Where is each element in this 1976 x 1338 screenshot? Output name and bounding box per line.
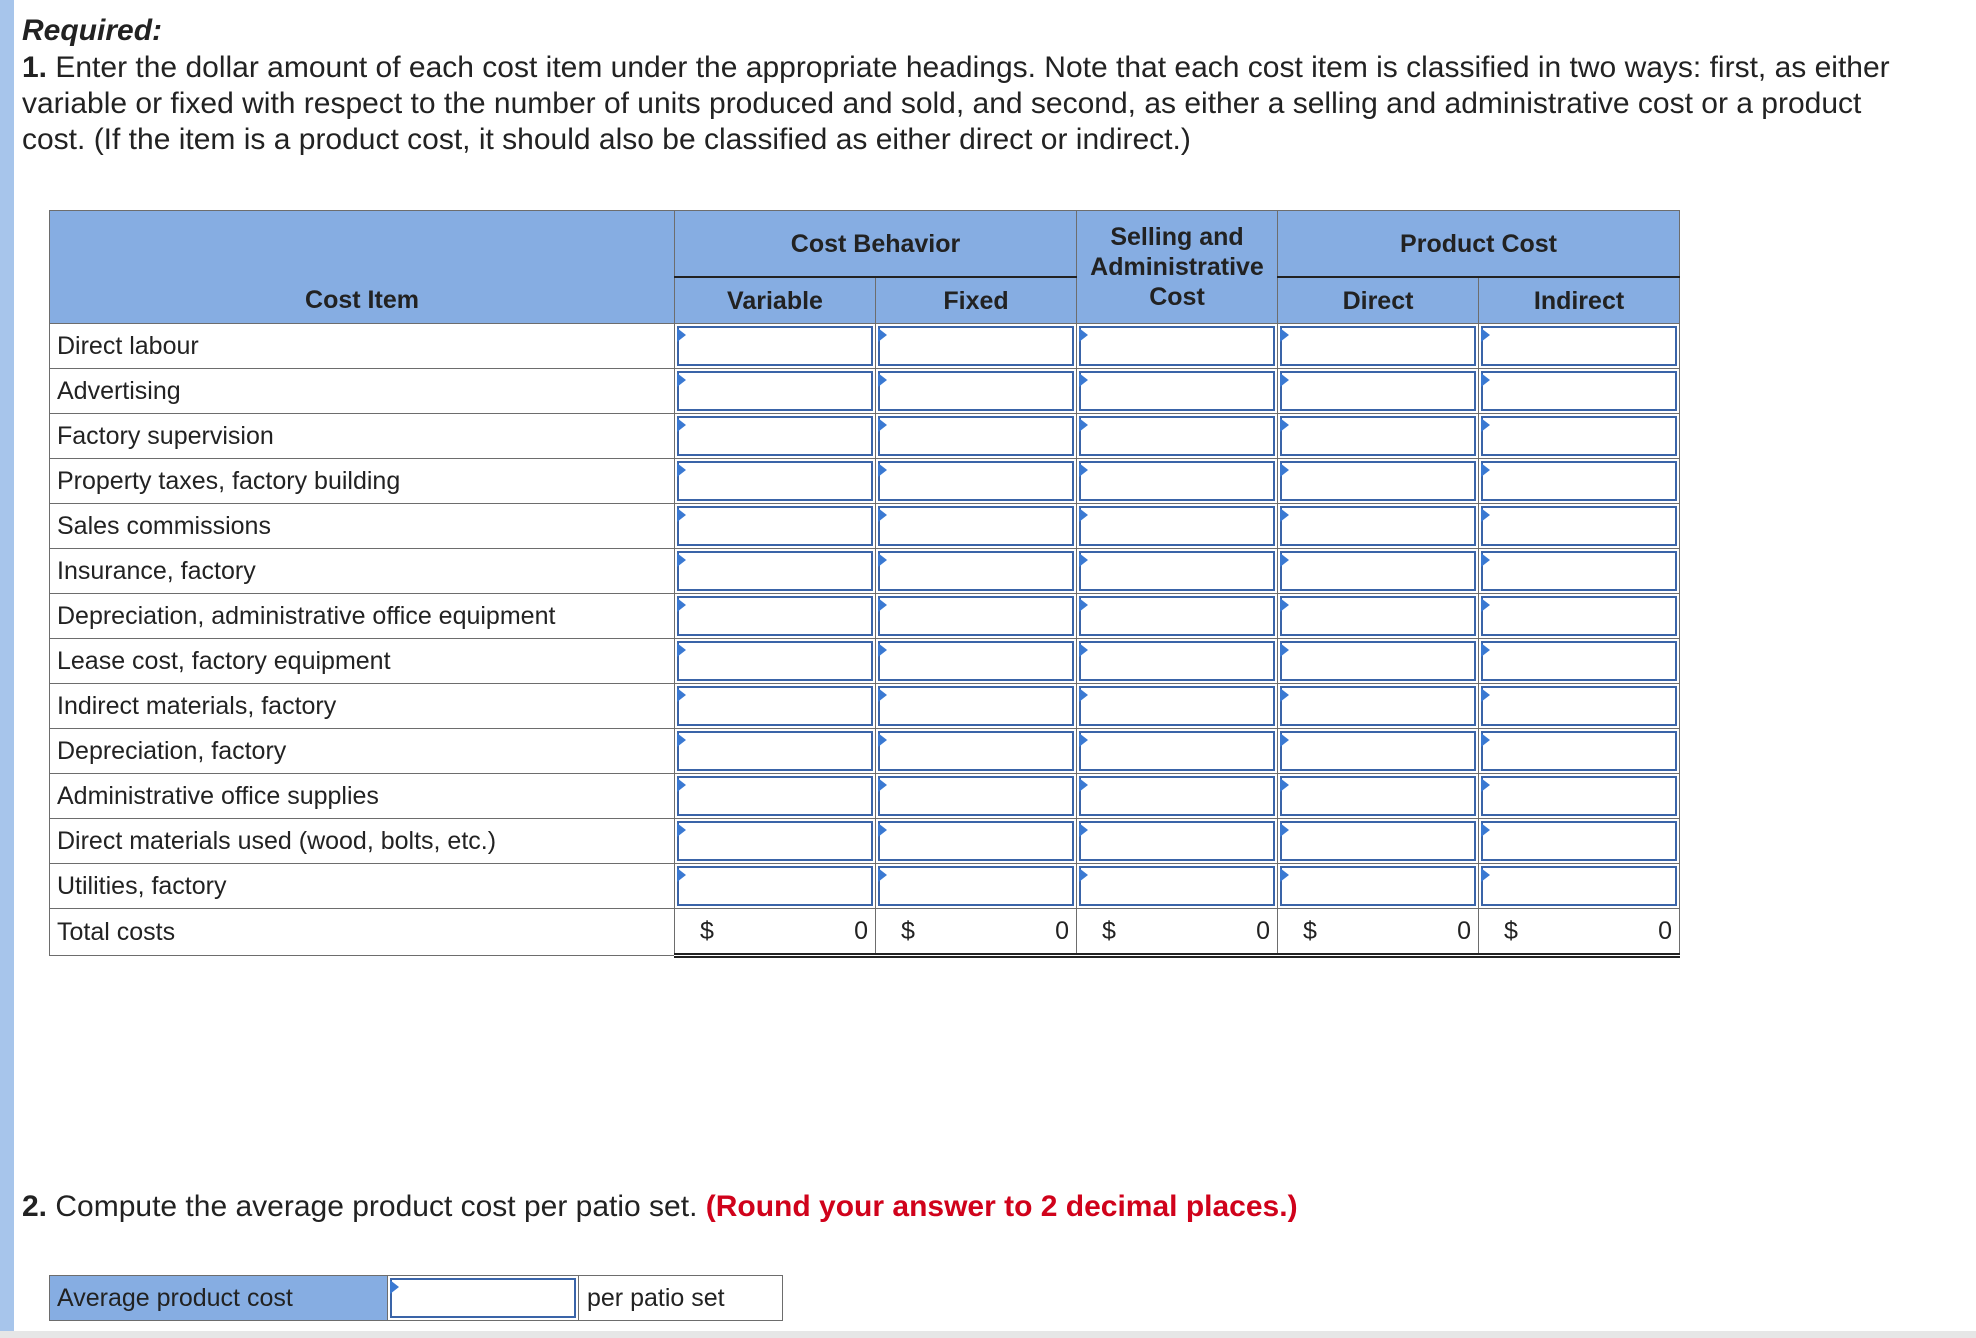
table-row: [50, 459, 1680, 504]
header-cost-behavior: Cost Behavior: [675, 211, 1077, 278]
selling-admin-input[interactable]: [1079, 821, 1275, 861]
selling-admin-input[interactable]: [1079, 731, 1275, 771]
input-flag-icon: [1481, 733, 1490, 747]
fixed-cell: [876, 414, 1077, 459]
direct-input[interactable]: [1280, 461, 1476, 501]
variable-input[interactable]: [677, 326, 873, 366]
input-flag-icon: [1280, 823, 1289, 837]
cost-item-label: Utilities, factory: [50, 864, 675, 909]
variable-cell: [675, 819, 876, 864]
input-flag-icon: [1079, 688, 1088, 702]
table-row: [50, 729, 1680, 774]
table-row: [50, 504, 1680, 549]
indirect-input[interactable]: [1481, 641, 1677, 681]
input-flag-icon: [1079, 868, 1088, 882]
input-flag-icon: [1280, 373, 1289, 387]
indirect-cell: [1479, 549, 1680, 594]
input-flag-icon: [677, 688, 686, 702]
total-direct: [1278, 909, 1479, 956]
selling-admin-cell: [1077, 369, 1278, 414]
input-flag-icon: [1481, 328, 1490, 342]
total-direct-value: 0: [1457, 917, 1472, 945]
input-flag-icon: [878, 688, 887, 702]
total-label: Total costs: [50, 909, 675, 956]
input-flag-icon: [1280, 553, 1289, 567]
bottom-divider: [0, 1331, 1976, 1338]
direct-cell: [1278, 369, 1479, 414]
direct-input[interactable]: [1280, 551, 1476, 591]
part2-number: 2.: [22, 1190, 48, 1223]
total-selling-admin-currency: $: [1102, 917, 1116, 945]
variable-cell: [675, 684, 876, 729]
input-flag-icon: [1481, 553, 1490, 567]
indirect-cell: [1479, 684, 1680, 729]
input-flag-icon: [1481, 778, 1490, 792]
fixed-input[interactable]: [878, 731, 1074, 771]
input-flag-icon: [1280, 778, 1289, 792]
indirect-input[interactable]: [1481, 686, 1677, 726]
input-flag-icon: [1079, 553, 1088, 567]
variable-input[interactable]: [677, 866, 873, 906]
variable-cell: [675, 504, 876, 549]
fixed-cell: [876, 504, 1077, 549]
input-flag-icon: [677, 328, 686, 342]
indirect-cell: [1479, 864, 1680, 909]
cost-item-label: Factory supervision: [50, 414, 675, 459]
indirect-input[interactable]: [1481, 551, 1677, 591]
selling-admin-cell: [1077, 864, 1278, 909]
fixed-cell: [876, 369, 1077, 414]
header-direct: Direct: [1278, 277, 1479, 324]
table-row: [50, 864, 1680, 909]
variable-input[interactable]: [677, 731, 873, 771]
table-row: [50, 639, 1680, 684]
direct-input[interactable]: [1280, 686, 1476, 726]
required-heading: Required:: [22, 14, 163, 47]
fixed-input[interactable]: [878, 371, 1074, 411]
direct-cell: [1278, 864, 1479, 909]
input-flag-icon: [1280, 508, 1289, 522]
variable-input[interactable]: [677, 371, 873, 411]
input-flag-icon: [677, 373, 686, 387]
variable-cell: [675, 594, 876, 639]
table-row: [50, 594, 1680, 639]
direct-cell: [1278, 819, 1479, 864]
direct-input[interactable]: [1280, 326, 1476, 366]
indirect-cell: [1479, 774, 1680, 819]
direct-input[interactable]: [1280, 416, 1476, 456]
header-cost-item: Cost Item: [50, 277, 675, 324]
input-flag-icon: [677, 598, 686, 612]
selling-admin-input[interactable]: [1079, 551, 1275, 591]
direct-input[interactable]: [1280, 641, 1476, 681]
input-flag-icon: [1079, 463, 1088, 477]
input-flag-icon: [1481, 373, 1490, 387]
total-selling-admin: [1077, 909, 1278, 956]
per-patio-set-label: per patio set: [579, 1276, 783, 1321]
fixed-input[interactable]: [878, 506, 1074, 546]
variable-input[interactable]: [677, 506, 873, 546]
total-fixed: [876, 909, 1077, 956]
indirect-cell: [1479, 504, 1680, 549]
direct-input[interactable]: [1280, 506, 1476, 546]
fixed-cell: [876, 549, 1077, 594]
variable-cell: [675, 729, 876, 774]
input-flag-icon: [677, 508, 686, 522]
input-flag-icon: [1079, 643, 1088, 657]
indirect-cell: [1479, 324, 1680, 369]
average-product-cost-input[interactable]: [390, 1278, 576, 1318]
selling-admin-input[interactable]: [1079, 326, 1275, 366]
input-flag-icon: [878, 778, 887, 792]
selling-admin-cell: [1077, 594, 1278, 639]
input-flag-icon: [1481, 463, 1490, 477]
fixed-cell: [876, 819, 1077, 864]
selling-admin-cell: [1077, 819, 1278, 864]
indirect-input[interactable]: [1481, 371, 1677, 411]
cost-item-label: Lease cost, factory equipment: [50, 639, 675, 684]
cost-item-label: Direct materials used (wood, bolts, etc.): [50, 819, 675, 864]
left-accent-rail: [0, 0, 14, 1338]
header-variable: Variable: [675, 277, 876, 324]
selling-admin-input[interactable]: [1079, 461, 1275, 501]
indirect-input[interactable]: [1481, 506, 1677, 546]
input-flag-icon: [1280, 688, 1289, 702]
cost-item-label: Property taxes, factory building: [50, 459, 675, 504]
input-flag-icon: [390, 1280, 399, 1294]
direct-cell: [1278, 594, 1479, 639]
indirect-cell: [1479, 414, 1680, 459]
selling-admin-input[interactable]: [1079, 866, 1275, 906]
input-flag-icon: [878, 643, 887, 657]
fixed-cell: [876, 684, 1077, 729]
variable-input[interactable]: [677, 821, 873, 861]
indirect-input[interactable]: [1481, 821, 1677, 861]
variable-input[interactable]: [677, 686, 873, 726]
direct-cell: [1278, 729, 1479, 774]
indirect-input[interactable]: [1481, 326, 1677, 366]
input-flag-icon: [677, 553, 686, 567]
fixed-cell: [876, 864, 1077, 909]
header-selling-admin: Selling and Administrative Cost: [1077, 211, 1278, 324]
input-flag-icon: [677, 463, 686, 477]
cost-item-label: Indirect materials, factory: [50, 684, 675, 729]
selling-admin-input[interactable]: [1079, 416, 1275, 456]
direct-input[interactable]: [1280, 371, 1476, 411]
variable-input[interactable]: [677, 551, 873, 591]
input-flag-icon: [1481, 643, 1490, 657]
input-flag-icon: [1280, 418, 1289, 432]
fixed-input[interactable]: [878, 641, 1074, 681]
indirect-cell: [1479, 729, 1680, 774]
table-row: [50, 324, 1680, 369]
fixed-input[interactable]: [878, 776, 1074, 816]
header-indirect: Indirect: [1479, 277, 1680, 324]
input-flag-icon: [1079, 823, 1088, 837]
input-flag-icon: [1079, 373, 1088, 387]
input-flag-icon: [1481, 823, 1490, 837]
indirect-input[interactable]: [1481, 461, 1677, 501]
input-flag-icon: [878, 598, 887, 612]
cost-table-body: [50, 324, 1680, 956]
input-flag-icon: [1280, 643, 1289, 657]
fixed-input[interactable]: [878, 596, 1074, 636]
input-flag-icon: [878, 553, 887, 567]
selling-admin-cell: [1077, 639, 1278, 684]
selling-admin-input[interactable]: [1079, 641, 1275, 681]
part2-text: Compute the average product cost per patio set.: [47, 1190, 706, 1223]
input-flag-icon: [1079, 508, 1088, 522]
header-fixed: Fixed: [876, 277, 1077, 324]
input-flag-icon: [878, 733, 887, 747]
total-fixed-value: 0: [1055, 917, 1070, 945]
input-flag-icon: [1481, 868, 1490, 882]
total-indirect: [1479, 909, 1680, 956]
input-flag-icon: [1280, 328, 1289, 342]
input-flag-icon: [677, 418, 686, 432]
variable-cell: [675, 549, 876, 594]
indirect-cell: [1479, 819, 1680, 864]
total-variable-value: 0: [854, 917, 868, 945]
selling-admin-cell: [1077, 729, 1278, 774]
variable-input[interactable]: [677, 596, 873, 636]
cost-item-label: Insurance, factory: [50, 549, 675, 594]
cost-item-label: Administrative office supplies: [50, 774, 675, 819]
header-product-cost: Product Cost: [1278, 211, 1680, 278]
average-product-cost-cell: [388, 1276, 579, 1321]
input-flag-icon: [878, 418, 887, 432]
indirect-input[interactable]: [1481, 596, 1677, 636]
total-variable-currency: $: [700, 917, 714, 945]
input-flag-icon: [878, 328, 887, 342]
direct-cell: [1278, 684, 1479, 729]
input-flag-icon: [878, 823, 887, 837]
fixed-input[interactable]: [878, 866, 1074, 906]
total-direct-currency: $: [1303, 917, 1317, 945]
selling-admin-cell: [1077, 684, 1278, 729]
input-flag-icon: [878, 868, 887, 882]
input-flag-icon: [1079, 598, 1088, 612]
fixed-input[interactable]: [878, 686, 1074, 726]
indirect-cell: [1479, 459, 1680, 504]
variable-input[interactable]: [677, 641, 873, 681]
variable-input[interactable]: [677, 776, 873, 816]
table-row: [50, 549, 1680, 594]
input-flag-icon: [1481, 418, 1490, 432]
fixed-input[interactable]: [878, 551, 1074, 591]
variable-input[interactable]: [677, 461, 873, 501]
part2-question: [22, 1190, 1298, 1224]
variable-cell: [675, 324, 876, 369]
total-selling-admin-value: 0: [1256, 917, 1271, 945]
input-flag-icon: [1280, 868, 1289, 882]
average-cost-table: [49, 1275, 783, 1321]
variable-cell: [675, 864, 876, 909]
direct-cell: [1278, 639, 1479, 684]
input-flag-icon: [1079, 733, 1088, 747]
input-flag-icon: [1280, 463, 1289, 477]
fixed-input[interactable]: [878, 326, 1074, 366]
indirect-input[interactable]: [1481, 416, 1677, 456]
item1-number: 1.: [22, 51, 48, 84]
fixed-cell: [876, 639, 1077, 684]
direct-input[interactable]: [1280, 776, 1476, 816]
input-flag-icon: [677, 733, 686, 747]
input-flag-icon: [1280, 733, 1289, 747]
variable-input[interactable]: [677, 416, 873, 456]
input-flag-icon: [878, 508, 887, 522]
cost-item-label: Depreciation, factory: [50, 729, 675, 774]
selling-admin-input[interactable]: [1079, 776, 1275, 816]
selling-admin-cell: [1077, 549, 1278, 594]
fixed-cell: [876, 594, 1077, 639]
input-flag-icon: [1079, 778, 1088, 792]
item1-text: Enter the dollar amount of each cost item under the appropriate headings. Note that each cost item is classified in two ways: first, as either variable or fixed with respect to the number of units produced and sold, and second, as either a selling and administrative cost or a product cost. (If the item is a product cost, it should also be classified as either direct or indirect.): [22, 51, 1890, 156]
variable-cell: [675, 639, 876, 684]
variable-cell: [675, 774, 876, 819]
total-fixed-currency: $: [901, 917, 915, 945]
variable-cell: [675, 414, 876, 459]
input-flag-icon: [1481, 688, 1490, 702]
variable-cell: [675, 369, 876, 414]
table-row: [50, 369, 1680, 414]
total-row: [50, 909, 1680, 956]
selling-admin-cell: [1077, 324, 1278, 369]
indirect-input[interactable]: [1481, 731, 1677, 771]
direct-cell: [1278, 549, 1479, 594]
direct-input[interactable]: [1280, 596, 1476, 636]
total-indirect-currency: $: [1504, 917, 1518, 945]
table-row: [50, 684, 1680, 729]
input-flag-icon: [1280, 598, 1289, 612]
direct-cell: [1278, 459, 1479, 504]
selling-admin-input[interactable]: [1079, 596, 1275, 636]
indirect-cell: [1479, 369, 1680, 414]
part2-rounding-note: (Round your answer to 2 decimal places.): [705, 1190, 1298, 1223]
fixed-input[interactable]: [878, 416, 1074, 456]
total-variable: [675, 909, 876, 956]
selling-admin-cell: [1077, 414, 1278, 459]
input-flag-icon: [677, 868, 686, 882]
input-flag-icon: [878, 463, 887, 477]
cost-classification-table: [49, 210, 1680, 958]
direct-cell: [1278, 414, 1479, 459]
cost-item-label: Direct labour: [50, 324, 675, 369]
cost-item-label: Sales commissions: [50, 504, 675, 549]
table-row: [50, 774, 1680, 819]
indirect-cell: [1479, 639, 1680, 684]
selling-admin-input[interactable]: [1079, 371, 1275, 411]
fixed-input[interactable]: [878, 461, 1074, 501]
direct-cell: [1278, 324, 1479, 369]
selling-admin-cell: [1077, 459, 1278, 504]
selling-admin-cell: [1077, 774, 1278, 819]
fixed-cell: [876, 774, 1077, 819]
fixed-cell: [876, 459, 1077, 504]
input-flag-icon: [878, 373, 887, 387]
fixed-input[interactable]: [878, 821, 1074, 861]
input-flag-icon: [1481, 598, 1490, 612]
direct-input[interactable]: [1280, 821, 1476, 861]
average-product-cost-label: Average product cost: [50, 1276, 388, 1321]
indirect-input[interactable]: [1481, 776, 1677, 816]
input-flag-icon: [1079, 328, 1088, 342]
direct-cell: [1278, 504, 1479, 549]
fixed-cell: [876, 729, 1077, 774]
header-blank: [50, 211, 675, 278]
selling-admin-input[interactable]: [1079, 506, 1275, 546]
direct-cell: [1278, 774, 1479, 819]
selling-admin-cell: [1077, 504, 1278, 549]
selling-admin-input[interactable]: [1079, 686, 1275, 726]
variable-cell: [675, 459, 876, 504]
required-instructions: [22, 50, 1922, 158]
direct-input[interactable]: [1280, 731, 1476, 771]
cost-item-label: Advertising: [50, 369, 675, 414]
table-row: [50, 414, 1680, 459]
input-flag-icon: [1079, 418, 1088, 432]
input-flag-icon: [677, 778, 686, 792]
input-flag-icon: [677, 823, 686, 837]
total-indirect-value: 0: [1658, 917, 1673, 945]
direct-input[interactable]: [1280, 866, 1476, 906]
cost-item-label: Depreciation, administrative office equipment: [50, 594, 675, 639]
input-flag-icon: [1481, 508, 1490, 522]
fixed-cell: [876, 324, 1077, 369]
indirect-input[interactable]: [1481, 866, 1677, 906]
input-flag-icon: [677, 643, 686, 657]
table-row: [50, 819, 1680, 864]
indirect-cell: [1479, 594, 1680, 639]
